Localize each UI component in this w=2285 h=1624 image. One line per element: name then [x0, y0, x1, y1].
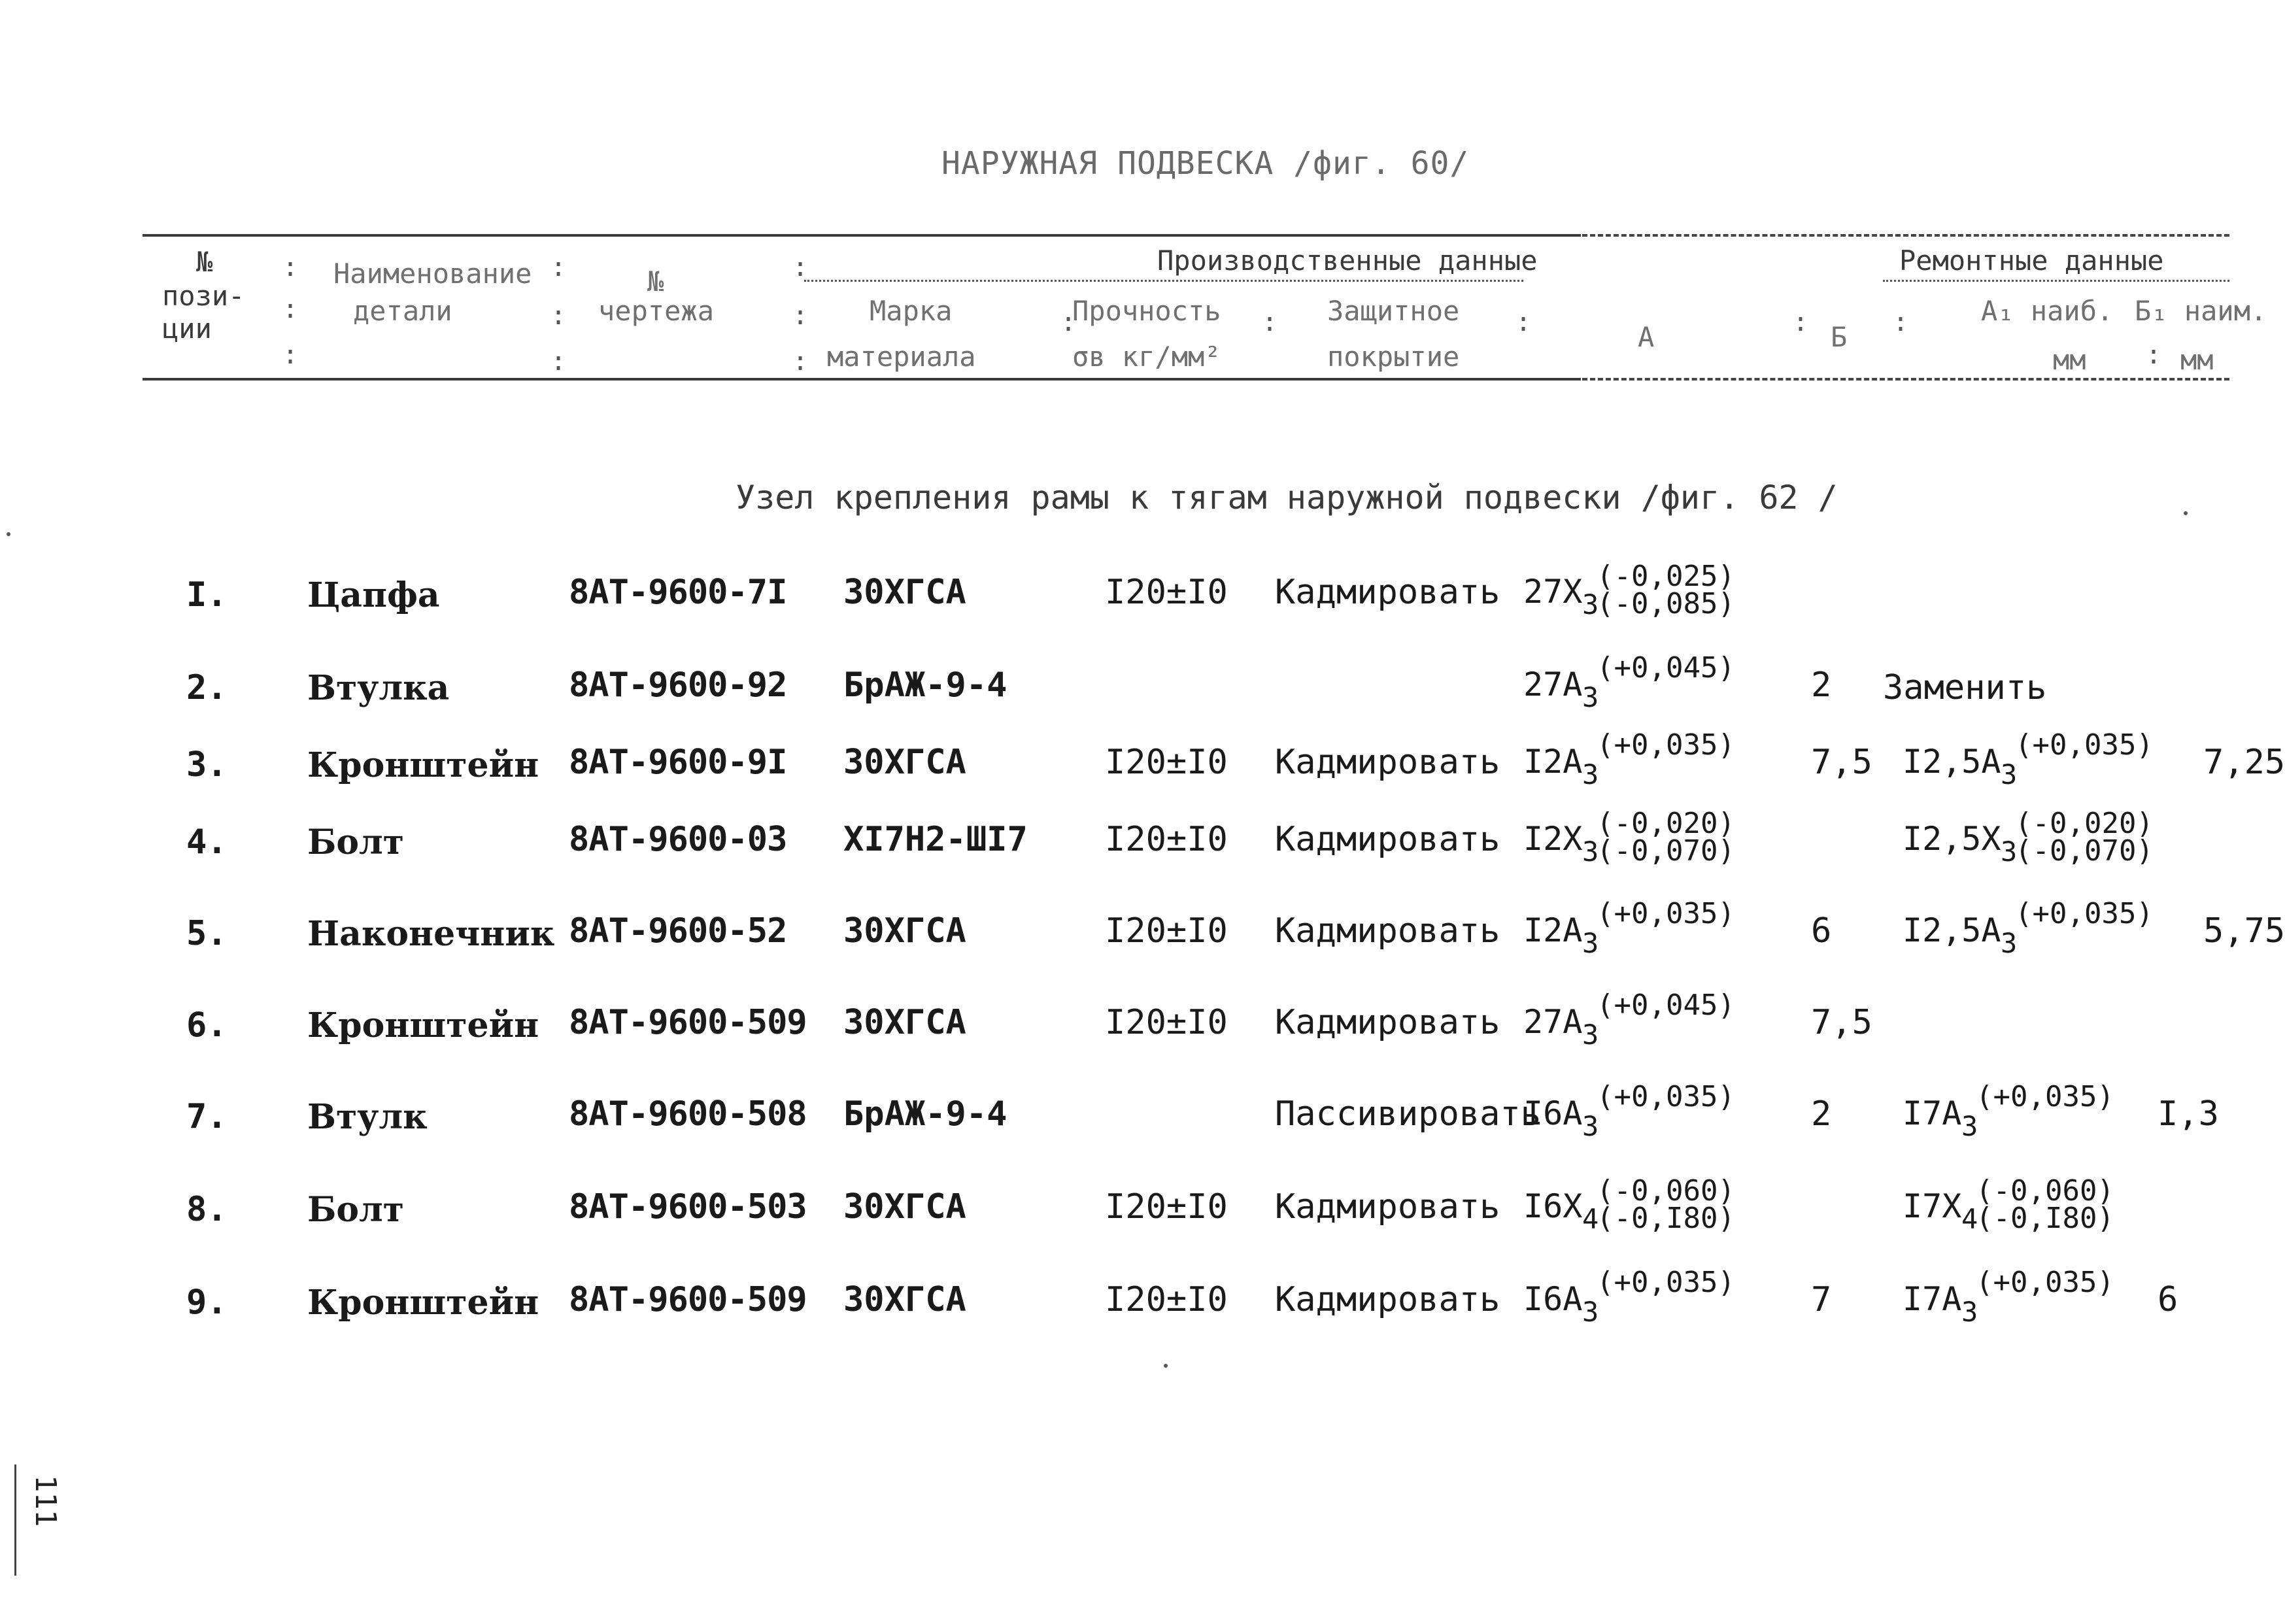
header-bottom-rule	[143, 378, 1581, 381]
row-dimension-a-base: 27Х	[1523, 573, 1583, 611]
header-repair-a-line1: А₁ наиб.	[1981, 295, 2114, 327]
header-sep-8: :	[1893, 307, 1909, 337]
row-position: 5.	[186, 914, 228, 953]
row-drawing-number: 8АТ-9600-52	[569, 911, 787, 951]
header-sep-2a: :	[550, 252, 567, 282]
margin-rule	[14, 1464, 16, 1576]
header-sep-5: :	[1262, 307, 1278, 337]
header-sep-6: :	[1515, 307, 1532, 337]
header-sep-3b: :	[792, 301, 809, 331]
header-material-line2: материала	[827, 341, 976, 373]
row-dimension-a-lower-deviation: (-0,070)	[1597, 834, 1735, 868]
row-repair-dimension-base: I2,5А	[1903, 743, 2001, 781]
row-drawing-number: 8АТ-9600-509	[569, 1280, 807, 1319]
row-strength: I20±I0	[1105, 1280, 1228, 1319]
row-part-name: Втулк	[307, 1097, 428, 1137]
row-coating: Кадмировать	[1275, 911, 1500, 951]
header-pos-line2: пози-	[162, 280, 245, 312]
row-part-name: Кронштейн	[307, 745, 539, 785]
row-dimension-a-subscript: 3	[1582, 836, 1599, 868]
row-dimension-b: 7	[1811, 1280, 1832, 1319]
row-dimension-b: 7,5	[1811, 1003, 1872, 1042]
row-drawing-number: 8АТ-9600-7I	[569, 573, 787, 612]
row-repair-dimension-base: I7Х	[1903, 1187, 1962, 1225]
row-position: I.	[186, 575, 228, 615]
row-drawing-number: 8АТ-9600-03	[569, 820, 787, 859]
row-part-name: Кронштейн	[307, 1006, 539, 1045]
row-repair-dimension-base: I2,5А	[1903, 911, 2001, 949]
row-dimension-a-base: I2А	[1523, 743, 1583, 781]
header-sep-1c: :	[282, 340, 299, 370]
row-strength: I20±I0	[1105, 1187, 1228, 1226]
row-dimension-a-upper-deviation: (+0,035)	[1597, 897, 1735, 930]
row-coating: Кадмировать	[1275, 743, 1500, 782]
row-repair-dimension-subscript: 3	[1961, 1110, 1978, 1142]
row-repair-dimension-subscript: 3	[2001, 836, 2018, 868]
row-dimension-a-upper-deviation: (-0,020)	[1597, 807, 1735, 840]
header-strength-line1: Прочность	[1072, 295, 1221, 327]
row-dimension-a-base: I6А	[1523, 1280, 1583, 1318]
row-dimension-a-upper-deviation: (+0,035)	[1597, 1266, 1735, 1299]
row-repair-dimension-base: I7А	[1903, 1280, 1962, 1318]
row-repair-limit: 5,75	[2203, 911, 2285, 951]
row-repair-limit: I,3	[2158, 1094, 2219, 1134]
header-sep-1a: :	[282, 252, 299, 282]
header-repair-group: Ремонтные данные	[1899, 245, 2164, 277]
row-dimension-a-upper-deviation: (-0,025)	[1597, 560, 1735, 593]
row-repair-dimension-lower-deviation: (-0,070)	[2015, 834, 2154, 868]
row-position: 4.	[186, 822, 228, 862]
row-dimension-a-upper-deviation: (+0,035)	[1597, 728, 1735, 762]
row-position: 8.	[186, 1190, 228, 1229]
row-dimension-a-lower-deviation: (-0,I80)	[1597, 1202, 1735, 1235]
row-dimension-a-base: I2Х	[1523, 820, 1583, 858]
production-group-rule	[804, 280, 1523, 282]
page-number: 111	[29, 1475, 62, 1527]
header-repair-b-line2: мм	[2180, 344, 2214, 376]
row-material: 30ХГСА	[843, 1187, 966, 1226]
row-dimension-b: 7,5	[1811, 743, 1872, 782]
row-coating: Кадмировать	[1275, 1187, 1500, 1226]
row-strength: I20±I0	[1105, 1003, 1228, 1042]
header-coating-line2: покрытие	[1327, 341, 1460, 373]
header-sep-3a: :	[792, 252, 809, 282]
row-drawing-number: 8АТ-9600-92	[569, 666, 787, 705]
header-production-group: Производственные данные	[1157, 245, 1538, 277]
header-bottom-rule-right	[1582, 378, 2229, 381]
row-dimension-a-subscript: 3	[1582, 927, 1599, 959]
header-name-line2: детали	[353, 295, 452, 327]
row-repair-dimension-upper-deviation: (+0,035)	[2015, 897, 2154, 930]
row-material: 30ХГСА	[843, 911, 966, 951]
row-coating: Кадмировать	[1275, 820, 1500, 859]
row-strength: I20±I0	[1105, 573, 1228, 612]
header-sep-2b: :	[550, 301, 567, 331]
row-dimension-a-base: 27А	[1523, 666, 1583, 703]
row-repair-dimension-subscript: 3	[2001, 927, 2018, 959]
header-top-rule-right	[1582, 234, 2229, 237]
header-coating-line1: Защитное	[1327, 295, 1460, 327]
row-dimension-a-subscript: 3	[1582, 1019, 1599, 1051]
row-repair-dimension-upper-deviation: (-0,060)	[1976, 1174, 2114, 1208]
row-part-name: Втулка	[307, 668, 450, 708]
header-strength-line2: σв кг/мм²	[1072, 341, 1221, 373]
row-dimension-b: 6	[1811, 911, 1832, 951]
header-drawing-line2: чертежа	[598, 295, 715, 327]
row-drawing-number: 8АТ-9600-9I	[569, 743, 787, 782]
row-drawing-number: 8АТ-9600-508	[569, 1094, 807, 1134]
row-dimension-a-subscript: 4	[1582, 1203, 1599, 1235]
row-material: БрАЖ-9-4	[843, 1094, 1007, 1134]
row-repair-note: Заменить	[1883, 668, 2047, 707]
row-position: 6.	[186, 1006, 228, 1045]
row-dimension-a-subscript: 3	[1582, 588, 1599, 620]
row-material: БрАЖ-9-4	[843, 666, 1007, 705]
row-strength: I20±I0	[1105, 911, 1228, 951]
header-sep-4: :	[1060, 307, 1077, 337]
row-coating: Кадмировать	[1275, 573, 1500, 612]
row-dimension-a-base: I2А	[1523, 911, 1583, 949]
header-b: Б	[1831, 321, 1848, 353]
header-sep-7: :	[1793, 307, 1809, 337]
row-dimension-a-subscript: 3	[1582, 1296, 1599, 1328]
row-dimension-a-upper-deviation: (+0,045)	[1597, 651, 1735, 685]
header-a: А	[1638, 321, 1655, 353]
header-drawing-line1: №	[647, 265, 664, 297]
row-coating: Кадмировать	[1275, 1280, 1500, 1319]
row-dimension-a-upper-deviation: (+0,045)	[1597, 989, 1735, 1022]
header-pos-line1: №	[196, 246, 213, 278]
row-coating: Кадмировать	[1275, 1003, 1500, 1042]
row-dimension-a-upper-deviation: (-0,060)	[1597, 1174, 1735, 1208]
row-part-name: Цапфа	[307, 575, 440, 615]
header-sep-2c: :	[550, 347, 567, 377]
header-sep-9: :	[2146, 340, 2162, 370]
speck	[7, 532, 10, 536]
header-sep-3c: :	[792, 347, 809, 377]
row-repair-dimension-base: I2,5Х	[1903, 820, 2001, 858]
row-position: 7.	[186, 1097, 228, 1136]
row-part-name: Кронштейн	[307, 1283, 539, 1323]
row-repair-dimension-upper-deviation: (-0,020)	[2015, 807, 2154, 840]
header-name-line1: Наименование	[333, 258, 532, 290]
row-repair-dimension-lower-deviation: (-0,I80)	[1976, 1202, 2114, 1235]
row-dimension-b: 2	[1811, 666, 1832, 705]
repair-group-rule	[1883, 280, 2229, 282]
row-dimension-a-base: I6А	[1523, 1094, 1583, 1132]
row-strength: I20±I0	[1105, 743, 1228, 782]
row-repair-limit: 6	[2158, 1280, 2178, 1319]
row-repair-dimension-subscript: 4	[1961, 1203, 1978, 1235]
row-repair-dimension-base: I7А	[1903, 1094, 1962, 1132]
row-dimension-a-base: 27А	[1523, 1003, 1583, 1041]
header-repair-b-line1: Б₁ наим.	[2135, 295, 2267, 327]
header-repair-a-line2: мм	[2053, 344, 2086, 376]
row-dimension-a-subscript: 3	[1582, 758, 1599, 790]
page-title: НАРУЖНАЯ ПОДВЕСКА /фиг. 60/	[941, 145, 1470, 182]
row-material: 30ХГСА	[843, 573, 966, 612]
row-repair-dimension-upper-deviation: (+0,035)	[1976, 1266, 2114, 1299]
row-drawing-number: 8АТ-9600-509	[569, 1003, 807, 1042]
row-repair-limit: 7,25	[2203, 743, 2285, 782]
header-material-line1: Марка	[870, 295, 953, 327]
row-dimension-b: 2	[1811, 1094, 1832, 1134]
row-repair-dimension-subscript: 3	[2001, 758, 2018, 790]
row-material: 30ХГСА	[843, 743, 966, 782]
section-title: Узел крепления рамы к тягам наружной подвески /фиг. 62 /	[736, 479, 1838, 516]
row-material: 30ХГСА	[843, 1280, 966, 1319]
row-dimension-a-base: I6Х	[1523, 1187, 1583, 1225]
row-dimension-a-upper-deviation: (+0,035)	[1597, 1080, 1735, 1113]
row-strength: I20±I0	[1105, 820, 1228, 859]
speck	[2184, 511, 2188, 515]
row-position: 2.	[186, 668, 228, 707]
header-sep-1b: :	[282, 294, 299, 324]
row-part-name: Болт	[307, 1190, 405, 1230]
row-drawing-number: 8АТ-9600-503	[569, 1187, 807, 1226]
header-pos-line3: ции	[162, 313, 212, 345]
row-position: 9.	[186, 1283, 228, 1322]
row-repair-dimension-upper-deviation: (+0,035)	[2015, 728, 2154, 762]
row-coating: Пассивировать	[1275, 1094, 1541, 1134]
row-dimension-a-subscript: 3	[1582, 1110, 1599, 1142]
row-repair-dimension-subscript: 3	[1961, 1296, 1978, 1328]
row-position: 3.	[186, 745, 228, 785]
row-material: ХI7Н2-ШI7	[843, 820, 1028, 859]
header-top-rule	[143, 234, 1581, 237]
row-repair-dimension-upper-deviation: (+0,035)	[1976, 1080, 2114, 1113]
row-dimension-a-lower-deviation: (-0,085)	[1597, 587, 1735, 620]
row-part-name: Наконечник	[307, 914, 555, 954]
row-material: 30ХГСА	[843, 1003, 966, 1042]
row-dimension-a-subscript: 3	[1582, 681, 1599, 713]
speck	[1164, 1364, 1168, 1368]
row-part-name: Болт	[307, 822, 405, 862]
